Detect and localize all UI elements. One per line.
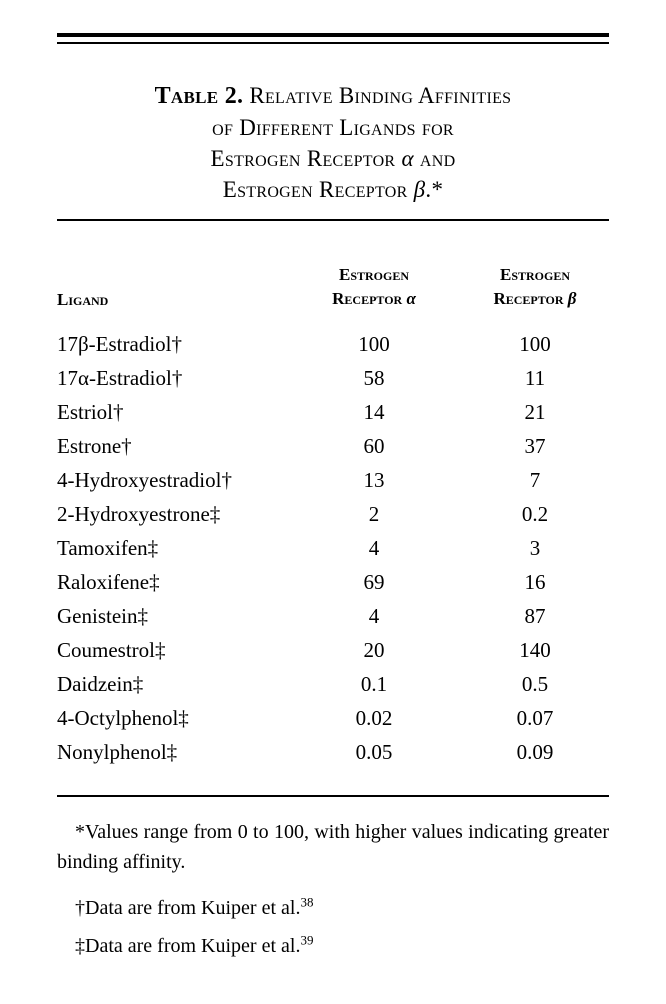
table-row: [57, 565, 609, 599]
table-container: [57, 33, 609, 961]
beta-value-cell: 140: [519, 637, 551, 662]
table-row: [57, 531, 609, 565]
alpha-column-header: [287, 263, 461, 311]
table-row: [57, 735, 609, 769]
title-text: Estrogen Receptor: [222, 177, 414, 202]
footnote-values-range: *Values range from 0 to 100, with higher values indicating greater binding affinity.: [57, 821, 609, 873]
top-rule-thin: [57, 42, 609, 44]
header-text: [461, 287, 609, 311]
ligand-cell: 17β-Estradiol†: [57, 331, 182, 356]
header-text: Estrogen: [499, 265, 571, 284]
ligand-cell: Raloxifene‡: [57, 569, 160, 594]
beta-value-cell: 37: [524, 433, 546, 458]
beta-value-cell: 7: [529, 467, 541, 492]
table-row: [57, 361, 609, 395]
footnote-double-dagger: [57, 931, 609, 961]
header-text: Estrogen: [338, 265, 410, 284]
ligand-column-header: Ligand: [57, 290, 109, 309]
table-number-label: Table 2.: [154, 83, 244, 109]
table-body: [57, 327, 609, 769]
ligand-cell: 2-Hydroxyestrone‡: [57, 501, 221, 526]
table-row: [57, 667, 609, 701]
alpha-value-cell: 0.05: [355, 739, 393, 764]
column-headers: [57, 263, 609, 311]
alpha-value-cell: 58: [363, 365, 385, 390]
alpha-value-cell: 4: [368, 603, 380, 628]
table-row: [57, 429, 609, 463]
ligand-cell: 17α-Estradiol†: [57, 365, 183, 390]
reference-superscript: 39: [300, 932, 314, 948]
table-row: [57, 633, 609, 667]
title-divider-rule: [57, 219, 609, 221]
ligand-cell: Coumestrol‡: [57, 637, 166, 662]
beta-column-header: [461, 263, 609, 311]
header-text: Receptor: [493, 289, 568, 308]
title-text: Relative Binding Affinities: [243, 83, 512, 108]
ligand-cell: 4-Octylphenol‡: [57, 705, 189, 730]
title-text: Estrogen Receptor: [210, 146, 402, 171]
table-row: [57, 463, 609, 497]
alpha-value-cell: 14: [363, 399, 385, 424]
beta-value-cell: 100: [519, 331, 551, 356]
beta-value-cell: 0.5: [521, 671, 549, 696]
footnote-text: †Data are from Kuiper et al.: [75, 897, 301, 919]
beta-value-cell: 87: [524, 603, 546, 628]
title-line-3: [57, 143, 609, 174]
beta-value-cell: 3: [529, 535, 541, 560]
title-line-4: [57, 174, 609, 205]
alpha-value-cell: 4: [368, 535, 380, 560]
alpha-value-cell: 0.1: [360, 671, 388, 696]
header-text: Receptor: [332, 289, 407, 308]
beta-symbol: β: [567, 289, 577, 308]
ligand-cell: Estrone†: [57, 433, 132, 458]
ligand-cell: Genistein‡: [57, 603, 148, 628]
alpha-value-cell: 13: [363, 467, 385, 492]
ligand-cell: Daidzein‡: [57, 671, 144, 696]
footnote-dagger: [57, 893, 609, 923]
alpha-symbol: α: [401, 146, 414, 171]
title-line-1: [57, 80, 609, 112]
table-row: [57, 395, 609, 429]
beta-value-cell: 0.07: [516, 705, 554, 730]
ligand-cell: Tamoxifen‡: [57, 535, 159, 560]
alpha-value-cell: 0.02: [355, 705, 393, 730]
table-title: [57, 80, 609, 205]
beta-value-cell: 16: [524, 569, 546, 594]
table-row: [57, 327, 609, 361]
ligand-cell: 4-Hydroxyestradiol†: [57, 467, 232, 492]
table-bottom-rule: [57, 795, 609, 797]
table-row: [57, 701, 609, 735]
title-text: .*: [425, 177, 444, 202]
beta-value-cell: 11: [524, 365, 546, 390]
ligand-cell: Estriol†: [57, 399, 124, 424]
title-line-2: of Different Ligands for: [212, 115, 454, 140]
table-row: [57, 497, 609, 531]
beta-value-cell: 0.2: [521, 501, 549, 526]
alpha-value-cell: 60: [363, 433, 385, 458]
header-text: [287, 287, 461, 311]
alpha-value-cell: 20: [363, 637, 385, 662]
alpha-value-cell: 69: [363, 569, 385, 594]
ligand-cell: Nonylphenol‡: [57, 739, 178, 764]
title-text: and: [413, 146, 456, 171]
alpha-value-cell: 2: [368, 501, 380, 526]
beta-value-cell: 0.09: [516, 739, 554, 764]
footnote-text: ‡Data are from Kuiper et al.: [75, 935, 301, 957]
reference-superscript: 38: [300, 894, 314, 910]
beta-symbol: β: [413, 177, 426, 202]
alpha-symbol: α: [406, 289, 416, 308]
alpha-value-cell: 100: [358, 331, 390, 356]
beta-value-cell: 21: [524, 399, 546, 424]
table-row: [57, 599, 609, 633]
top-rule-thick: [57, 33, 609, 37]
